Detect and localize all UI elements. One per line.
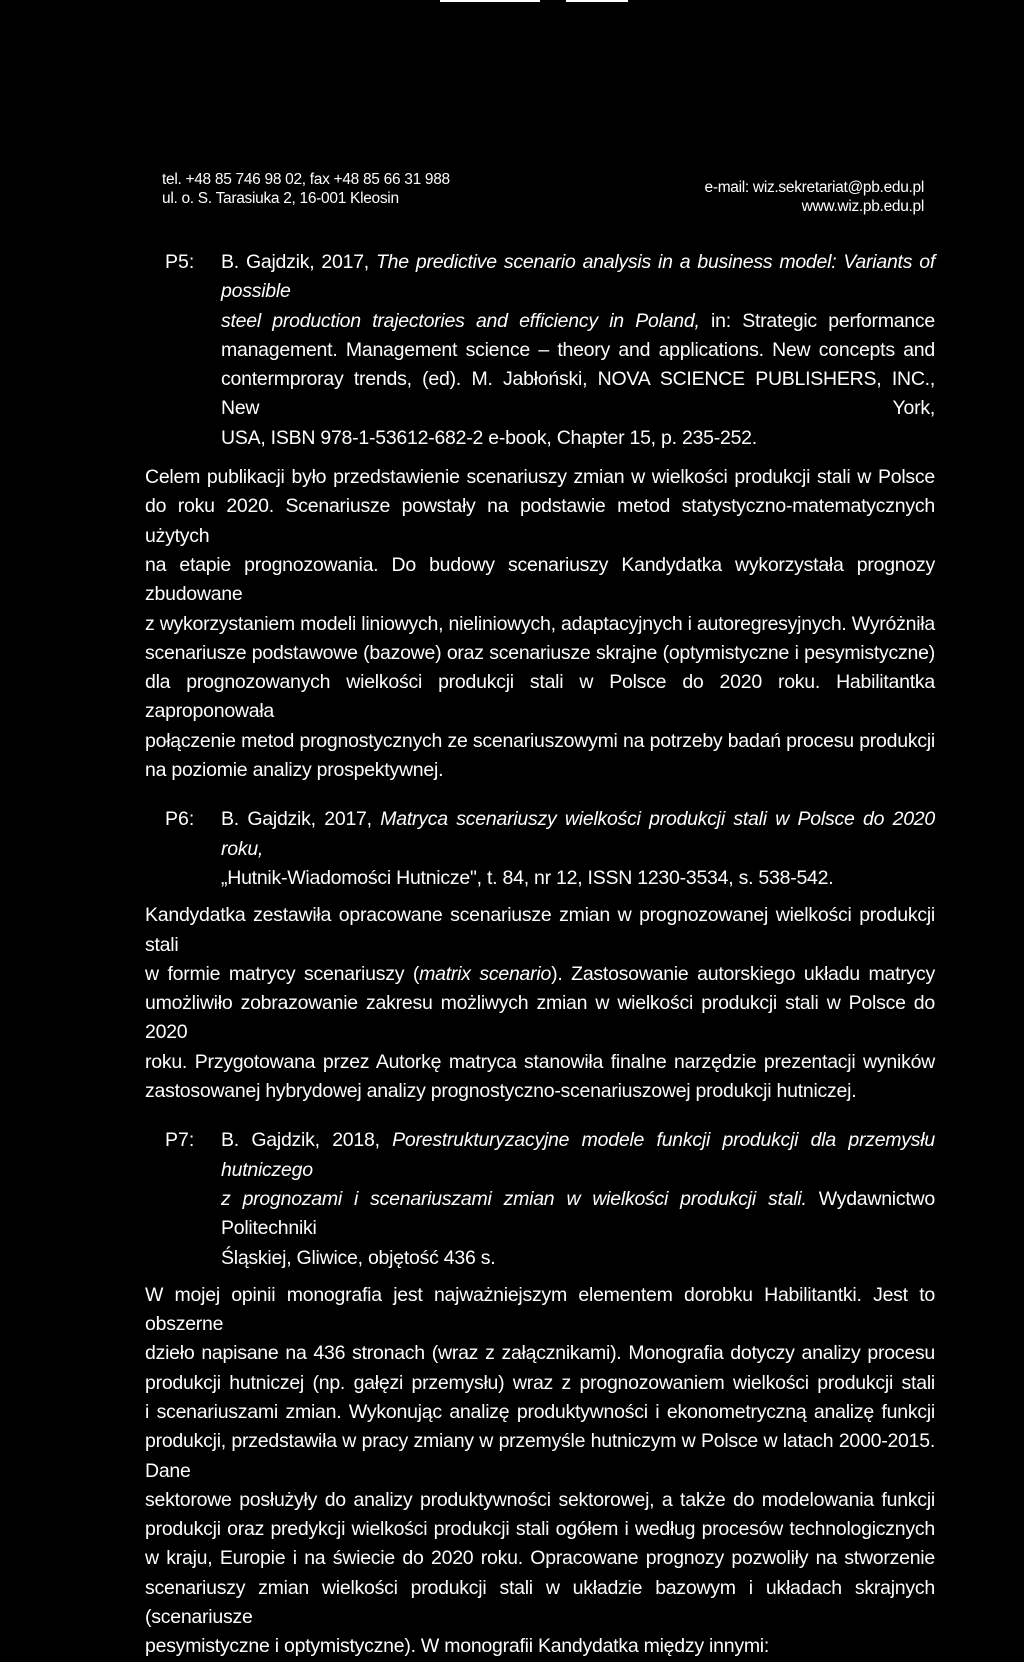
publication-title: Porestrukturyzacyjne modele funkcji produkcji dla przemysłu hutniczego: [221, 1129, 935, 1181]
publication-title: The predictive scenario analysis in a business model: Variants of possible: [221, 251, 935, 303]
ref-label: P7:: [165, 1129, 195, 1152]
publication-title-cont: z prognozami i scenariuszami zmian w wielkości produkcji stali.: [221, 1187, 807, 1210]
letterhead-web: [705, 178, 924, 216]
paragraph-p6-summary: Kandydatka zestawiła opracowane scenariusze zmian w prognozowanej wielkości produkcji stali w formie matrycy scenariuszy (matrix scenario). Zastosowanie autorskiego układu matrycy umożliwiło zobrazowanie zakresu możliwych zmian w wielkości produkcji stali w Polsce do 2020 roku. Przygotowana przez Autorkę matryca stanowiła finalne narzędzie prezentacji wyników zastosowanej hybrydowej analizy prognostyczno-scenariuszowej produkcji hutniczej.: [145, 904, 935, 1103]
phone-fax: tel. +48 85 746 98 02, fax +48 85 66 31 988: [162, 171, 450, 188]
ref-label: P6:: [165, 808, 195, 831]
publication-title-cont: steel production trajectories and efficiency in Poland,: [221, 309, 700, 332]
email-address: e-mail: wiz.sekretariat@pb.edu.pl: [704, 179, 924, 196]
publication-title: Matryca scenariuszy wielkości produkcji stali w Polsce do 2020 roku,: [221, 808, 936, 860]
website-url: www.wiz.pb.edu.pl: [801, 198, 924, 215]
document-body: [145, 248, 935, 1662]
letterhead-contact: [162, 170, 450, 208]
scan-edge-mark: [440, 0, 540, 2]
publication-p6: P6: B. Gajdzik, 2017, Matryca scenariuszy wielkości produkcji stali w Polsce do 2020 roku, „Hutnik-Wiadomości Hutnicze", t. 84, nr 12, ISSN 1230-3534, s. 538-542.: [145, 805, 935, 893]
paragraph-p5-summary: Celem publikacji było przedstawienie scenariuszy zmian w wielkości produkcji stali w Polsce do roku 2020. Scenariusze powstały na podstawie metod statystyczno-matematycznych użytych na etapie prognozowania. Do budowy scenariuszy Kandydatka wykorzystała prognozy zbudowane z wykorzystaniem modeli liniowych, nieliniowych, adaptacyjnych i autoregresyjnych. Wyróżniła scenariusze podstawowe (bazowe) oraz scenariusze skrajne (optymistyczne i pesymistyczne) dla prognozowanych wielkości produkcji stali w Polsce do 2020 roku. Habilitantka zaproponowała połączenie metod prognostycznych ze scenariuszowymi na potrzeby badań procesu produkcji na poziomie analizy prospektywnej.: [145, 466, 935, 782]
ref-label: P5:: [165, 251, 195, 273]
publication-p7: P7: B. Gajdzik, 2018, Porestrukturyzacyjne modele funkcji produkcji dla przemysłu hutniczego z prognozami i scenariuszami zmian w wielkości produkcji stali. Wydawnictwo Politechniki Śląskiej, Gliwice, objętość 436 s.: [145, 1126, 935, 1272]
postal-address: ul. o. S. Tarasiuka 2, 16-001 Kleosin: [162, 190, 399, 207]
publication-p5: P5: B. Gajdzik, 2017, The predictive scenario analysis in a business model: Variants of possible steel production trajectories and efficiency in Poland, in: Strategic performance management. Management science – theory and applications. New concepts and contermproray trends, (ed). M. Jabłoński, NOVA SCIENCE PUBLISHERS, INC., New York, USA, ISBN 978-1-53612-682-2 e-book, Chapter 15, p. 235-252.: [145, 248, 935, 453]
scan-edge-mark: [566, 0, 628, 2]
paragraph-monograph-opinion: W mojej opinii monografia jest najważniejszym elementem dorobku Habilitantki. Jest to obszerne dzieło napisane na 436 stronach (wraz z załącznikami). Monografia dotyczy analizy procesu produkcji hutniczej (np. gałęzi przemysłu) wraz z prognozowaniem wielkości produkcji stali i scenariuszami zmian. Wykonując analizę produktywności i ekonometryczną analizę funkcji produkcji, przedstawiła w pracy zmiany w przemyśle hutniczym w Polsce w latach 2000-2015. Dane sektorowe posłużyły do analizy produktywności sektorowej, a także do modelowania funkcji produkcji oraz predykcji wielkości produkcji stali ogółem i według procesów technologicznych w kraju, Europie i na świecie do 2020 roku. Opracowane prognozy pozwoliły na stworzenie scenariuszy zmian wielkości produkcji stali w układzie bazowym i układach skrajnych (scenariusze pesymistyczne i optymistyczne). W monografii Kandydatka między innymi:: [145, 1283, 935, 1658]
